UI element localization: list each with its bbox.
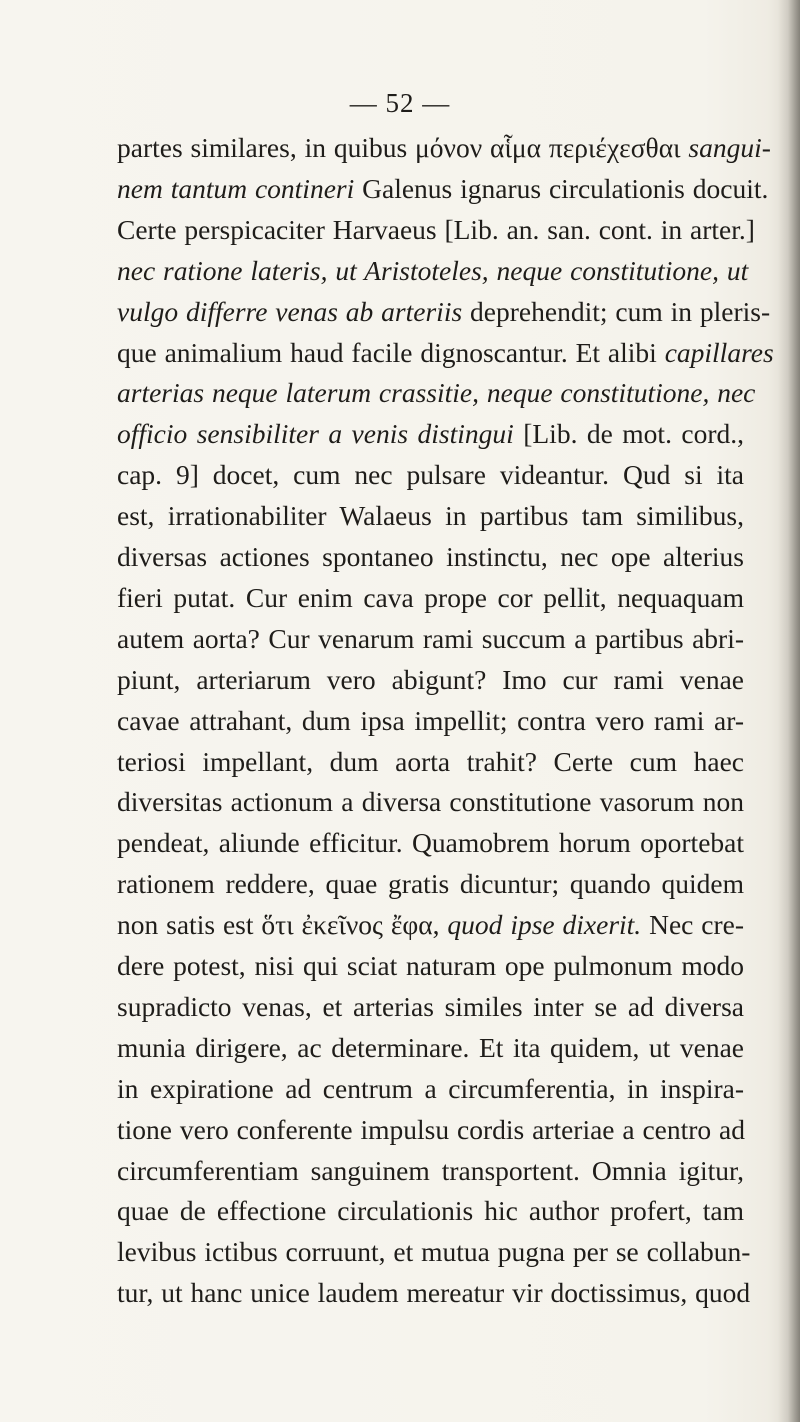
text-line bbox=[117, 619, 744, 659]
page-edge-shadow bbox=[778, 0, 800, 1422]
text-line bbox=[117, 496, 744, 536]
text-line bbox=[117, 660, 744, 700]
italic-text: vulgo differre venas ab arteriis bbox=[117, 295, 463, 327]
text-line bbox=[117, 169, 769, 209]
text-run: deprehendit; cum in pleris- bbox=[462, 295, 771, 327]
text-run: partes similares, in quibus μόνον αἷμα περιέχεσθαι bbox=[117, 132, 689, 163]
text-run: dere potest, nisi qui sciat naturam ope pulmonum modo bbox=[117, 950, 744, 981]
text-line bbox=[117, 1069, 744, 1109]
text-run: supradicto venas, et arterias similes inter se ad diversa bbox=[117, 990, 744, 1022]
text-line bbox=[117, 1232, 751, 1272]
text-run: autem aorta? Cur venarum rami succum a partibus abri- bbox=[117, 622, 744, 654]
text-run: que animalium haud facile dignoscantur. Et alibi bbox=[117, 336, 665, 368]
text-line bbox=[117, 782, 744, 822]
text-run: diversas actiones spontaneo instinctu, nec ope alterius bbox=[117, 541, 744, 572]
text-line bbox=[117, 251, 749, 291]
text-run: levibus ictibus corruunt, et mutua pugna per se collabun- bbox=[117, 1236, 751, 1268]
text-run: est, irrationabiliter Walaeus in partibus tam similibus, bbox=[117, 500, 744, 532]
italic-text: officio sensibiliter a venis distingui bbox=[117, 418, 514, 450]
italic-text: nem tantum contineri bbox=[117, 172, 355, 204]
text-line bbox=[117, 1151, 744, 1191]
text-run: tur, ut hanc unice laudem mereatur vir doctissimus, quod bbox=[117, 1277, 751, 1309]
page-number: — 52 — bbox=[349, 88, 451, 118]
text-run: rationem reddere, quae gratis dicuntur; quando quidem bbox=[117, 868, 744, 900]
text-run: Certe perspicaciter Harvaeus [Lib. an. san. cont. in arter.] bbox=[117, 213, 755, 245]
text-run: Nec cre- bbox=[641, 909, 744, 941]
text-run: munia dirigere, ac determinare. Et ita quidem, ut venae bbox=[117, 1031, 744, 1063]
text-line bbox=[117, 210, 755, 250]
text-run: teriosi impellant, dum aorta trahit? Certe cum haec bbox=[117, 745, 744, 777]
text-line bbox=[117, 292, 771, 332]
text-line bbox=[117, 333, 774, 373]
text-run: fieri putat. Cur enim cava prope cor pellit, nequaquam bbox=[117, 581, 744, 613]
text-line bbox=[117, 537, 744, 577]
text-run: in expiratione ad centrum a circumferentia, in inspira- bbox=[117, 1072, 744, 1104]
italic-text: nec ratione lateris, ut Aristoteles, neque constitutione, ut bbox=[117, 254, 749, 286]
text-run: piunt, arteriarum vero abigunt? Imo cur rami venae bbox=[117, 663, 744, 695]
text-line bbox=[117, 578, 744, 618]
text-line bbox=[117, 1110, 744, 1150]
text-run: pendeat, aliunde efficitur. Quamobrem horum oportebat bbox=[117, 827, 744, 859]
italic-text: arterias neque laterum crassitie, neque constitutione, nec bbox=[117, 377, 756, 409]
text-line bbox=[117, 987, 744, 1027]
text-run: cap. 9] docet, cum nec pulsare videantur. Qud si ita bbox=[117, 459, 744, 491]
text-run: cavae attrahant, dum ipsa impellit; contra vero rami ar- bbox=[117, 704, 744, 736]
text-line bbox=[117, 128, 771, 168]
italic-text: capillares bbox=[664, 336, 774, 368]
text-run: non satis est ὅτι ἐκεῖνος ἔφα, bbox=[117, 909, 448, 941]
text-line bbox=[117, 1191, 744, 1231]
text-run: quae de effectione circulationis hic author profert, tam bbox=[117, 1195, 744, 1227]
text-run: Galenus ignarus circulationis docuit. bbox=[354, 172, 769, 204]
text-line bbox=[117, 823, 744, 863]
text-line bbox=[117, 1028, 744, 1068]
text-line bbox=[117, 455, 744, 495]
text-run: diversitas actionum a diversa constitutione vasorum non bbox=[117, 786, 744, 818]
italic-text: quod ipse dixerit. bbox=[447, 909, 642, 941]
text-line bbox=[117, 1273, 751, 1313]
italic-text: sangui- bbox=[688, 132, 771, 163]
text-line bbox=[117, 742, 744, 782]
text-line bbox=[117, 373, 756, 413]
text-line bbox=[117, 905, 744, 945]
text-line bbox=[117, 414, 744, 454]
text-run: tione vero conferente impulsu cordis arteriae a centro ad bbox=[117, 1113, 745, 1145]
text-line bbox=[117, 701, 744, 741]
text-run: circumferentiam sanguinem transportent. Omnia igitur, bbox=[117, 1154, 744, 1186]
text-line bbox=[117, 864, 744, 904]
text-run: [Lib. de mot. cord., bbox=[513, 418, 744, 450]
text-line bbox=[117, 946, 744, 986]
